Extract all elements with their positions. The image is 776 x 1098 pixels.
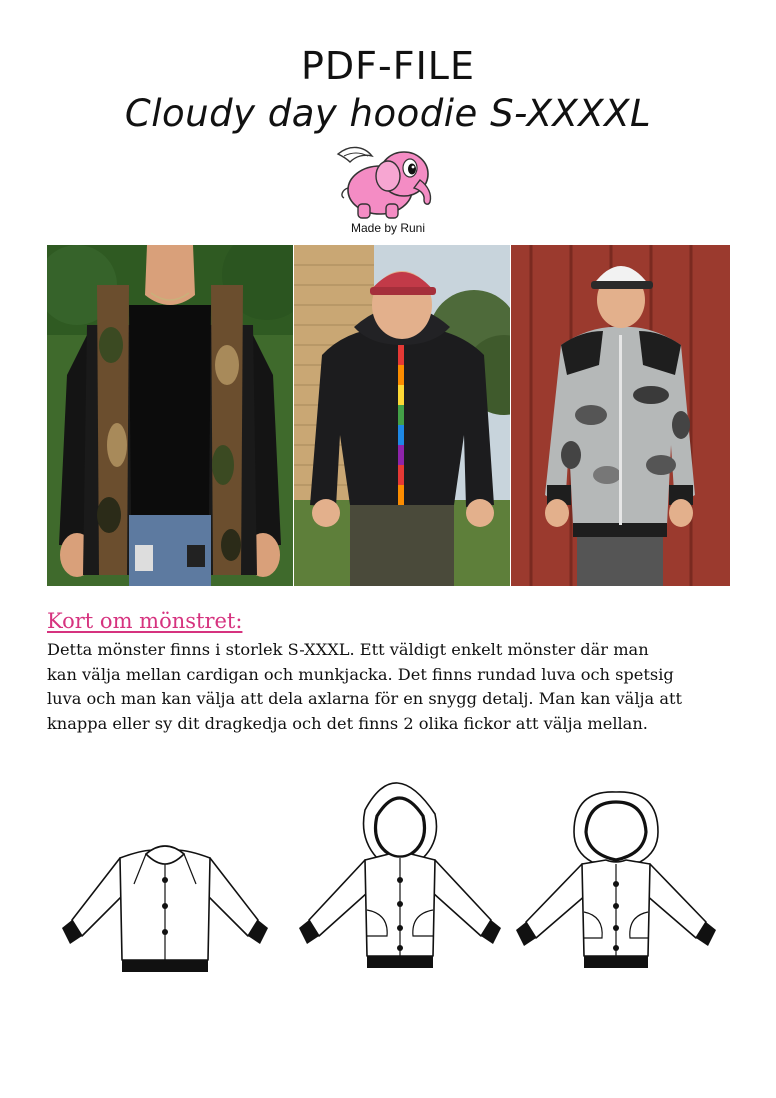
description-line: luva och man kan välja att dela axlarna för en snygg detalj. Man kan välja att	[47, 689, 682, 708]
section-heading: Kort om mönstret:	[47, 609, 243, 633]
pattern-description	[47, 638, 737, 736]
black-rainbow-zip-hoodie-photo	[294, 245, 510, 586]
rounded-hood-sketch	[512, 760, 722, 980]
pink-winged-elephant-icon	[328, 140, 446, 222]
description-line: Detta mönster finns i storlek S-XXXL. Ett väldigt enkelt mönster där man	[47, 640, 649, 659]
description-line: knappa eller sy dit dragkedja och det finns 2 olika fickor att välja mellan.	[47, 713, 648, 733]
grey-camo-zip-hoodie-photo	[511, 245, 730, 586]
pointed-hood-sketch	[295, 760, 505, 980]
camo-lined-cardigan-photo	[47, 245, 293, 586]
title-line-1: PDF-FILE	[301, 44, 475, 88]
title-line-2: Cloudy day hoodie S-XXXXL	[124, 92, 652, 135]
brand-caption: Made by Runi	[350, 221, 426, 235]
cardigan-sketch	[62, 760, 272, 980]
description-line: kan välja mellan cardigan och munkjacka. Det finns rundad luva och spetsig	[47, 664, 674, 684]
